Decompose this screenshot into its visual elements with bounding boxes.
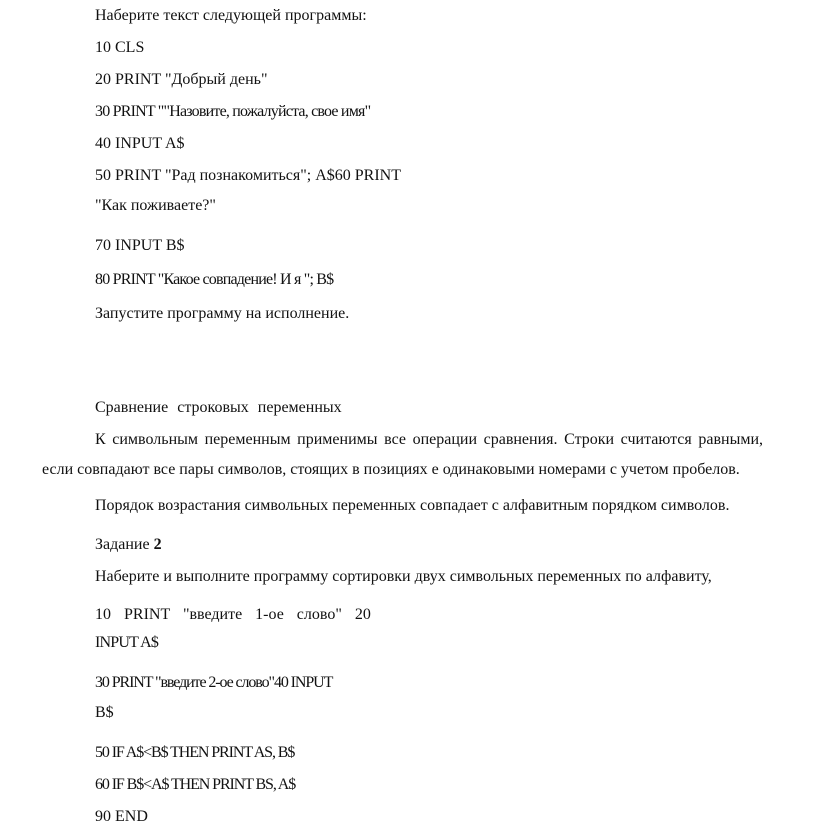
program2-line-60: 60 IF B$<A$ THEN PRINT BS, A$ [95,776,296,793]
program1-line-60-cont: "Как поживаете?" [95,197,216,214]
task-text: Наберите и выполните программу сортировки двух символьных переменных по алфавиту, [95,568,712,585]
task-number: 2 [153,536,162,553]
program2-line-50: 50 IF A$<B$ THEN PRINT AS, B$ [95,744,295,761]
intro-text: Наберите текст следующей программы: [95,7,367,24]
program2-line-90: 90 END [95,808,148,825]
task-heading [95,535,162,555]
program1-line-50: 50 PRINT "Рад познакомиться"; A$60 PRINT [95,167,402,184]
paragraph-1-line-1: К символьным переменным применимы все операции сравнения. Строки считаются равными, [95,431,763,448]
program2-line-30: 30 PRINT "введите 2-ое слово"40 INPUT [95,674,333,691]
program2-line-40-cont: B$ [95,704,114,721]
paragraph-2: Порядок возрастания символьных переменных совпадает с алфавитным порядком символов. [95,497,730,514]
program2-line-20-cont: INPUT A$ [95,634,159,651]
program1-line-80: 80 PRINT "Какое совпадение! И я "; B$ [95,271,334,288]
program1-line-40: 40 INPUT A$ [95,135,185,152]
run-instruction: Запустите программу на исполнение. [95,305,350,322]
program1-line-30: 30 PRINT ""Назовите, пожалуйста, свое имя" [95,103,371,120]
paragraph-1-line-2: если совпадают все пары символов, стоящих в позициях е одинаковыми номерами с учетом пробелов. [42,461,740,478]
program1-line-10: 10 CLS [95,39,145,56]
task-label: Задание [95,536,150,553]
section-title: Сравнение строковых переменных [95,399,342,416]
program1-line-20: 20 PRINT "Добрый день" [95,71,268,88]
program2-line-10: 10 PRINT "введите 1-ое слово" 20 [95,606,371,623]
program1-line-70: 70 INPUT B$ [95,237,185,254]
